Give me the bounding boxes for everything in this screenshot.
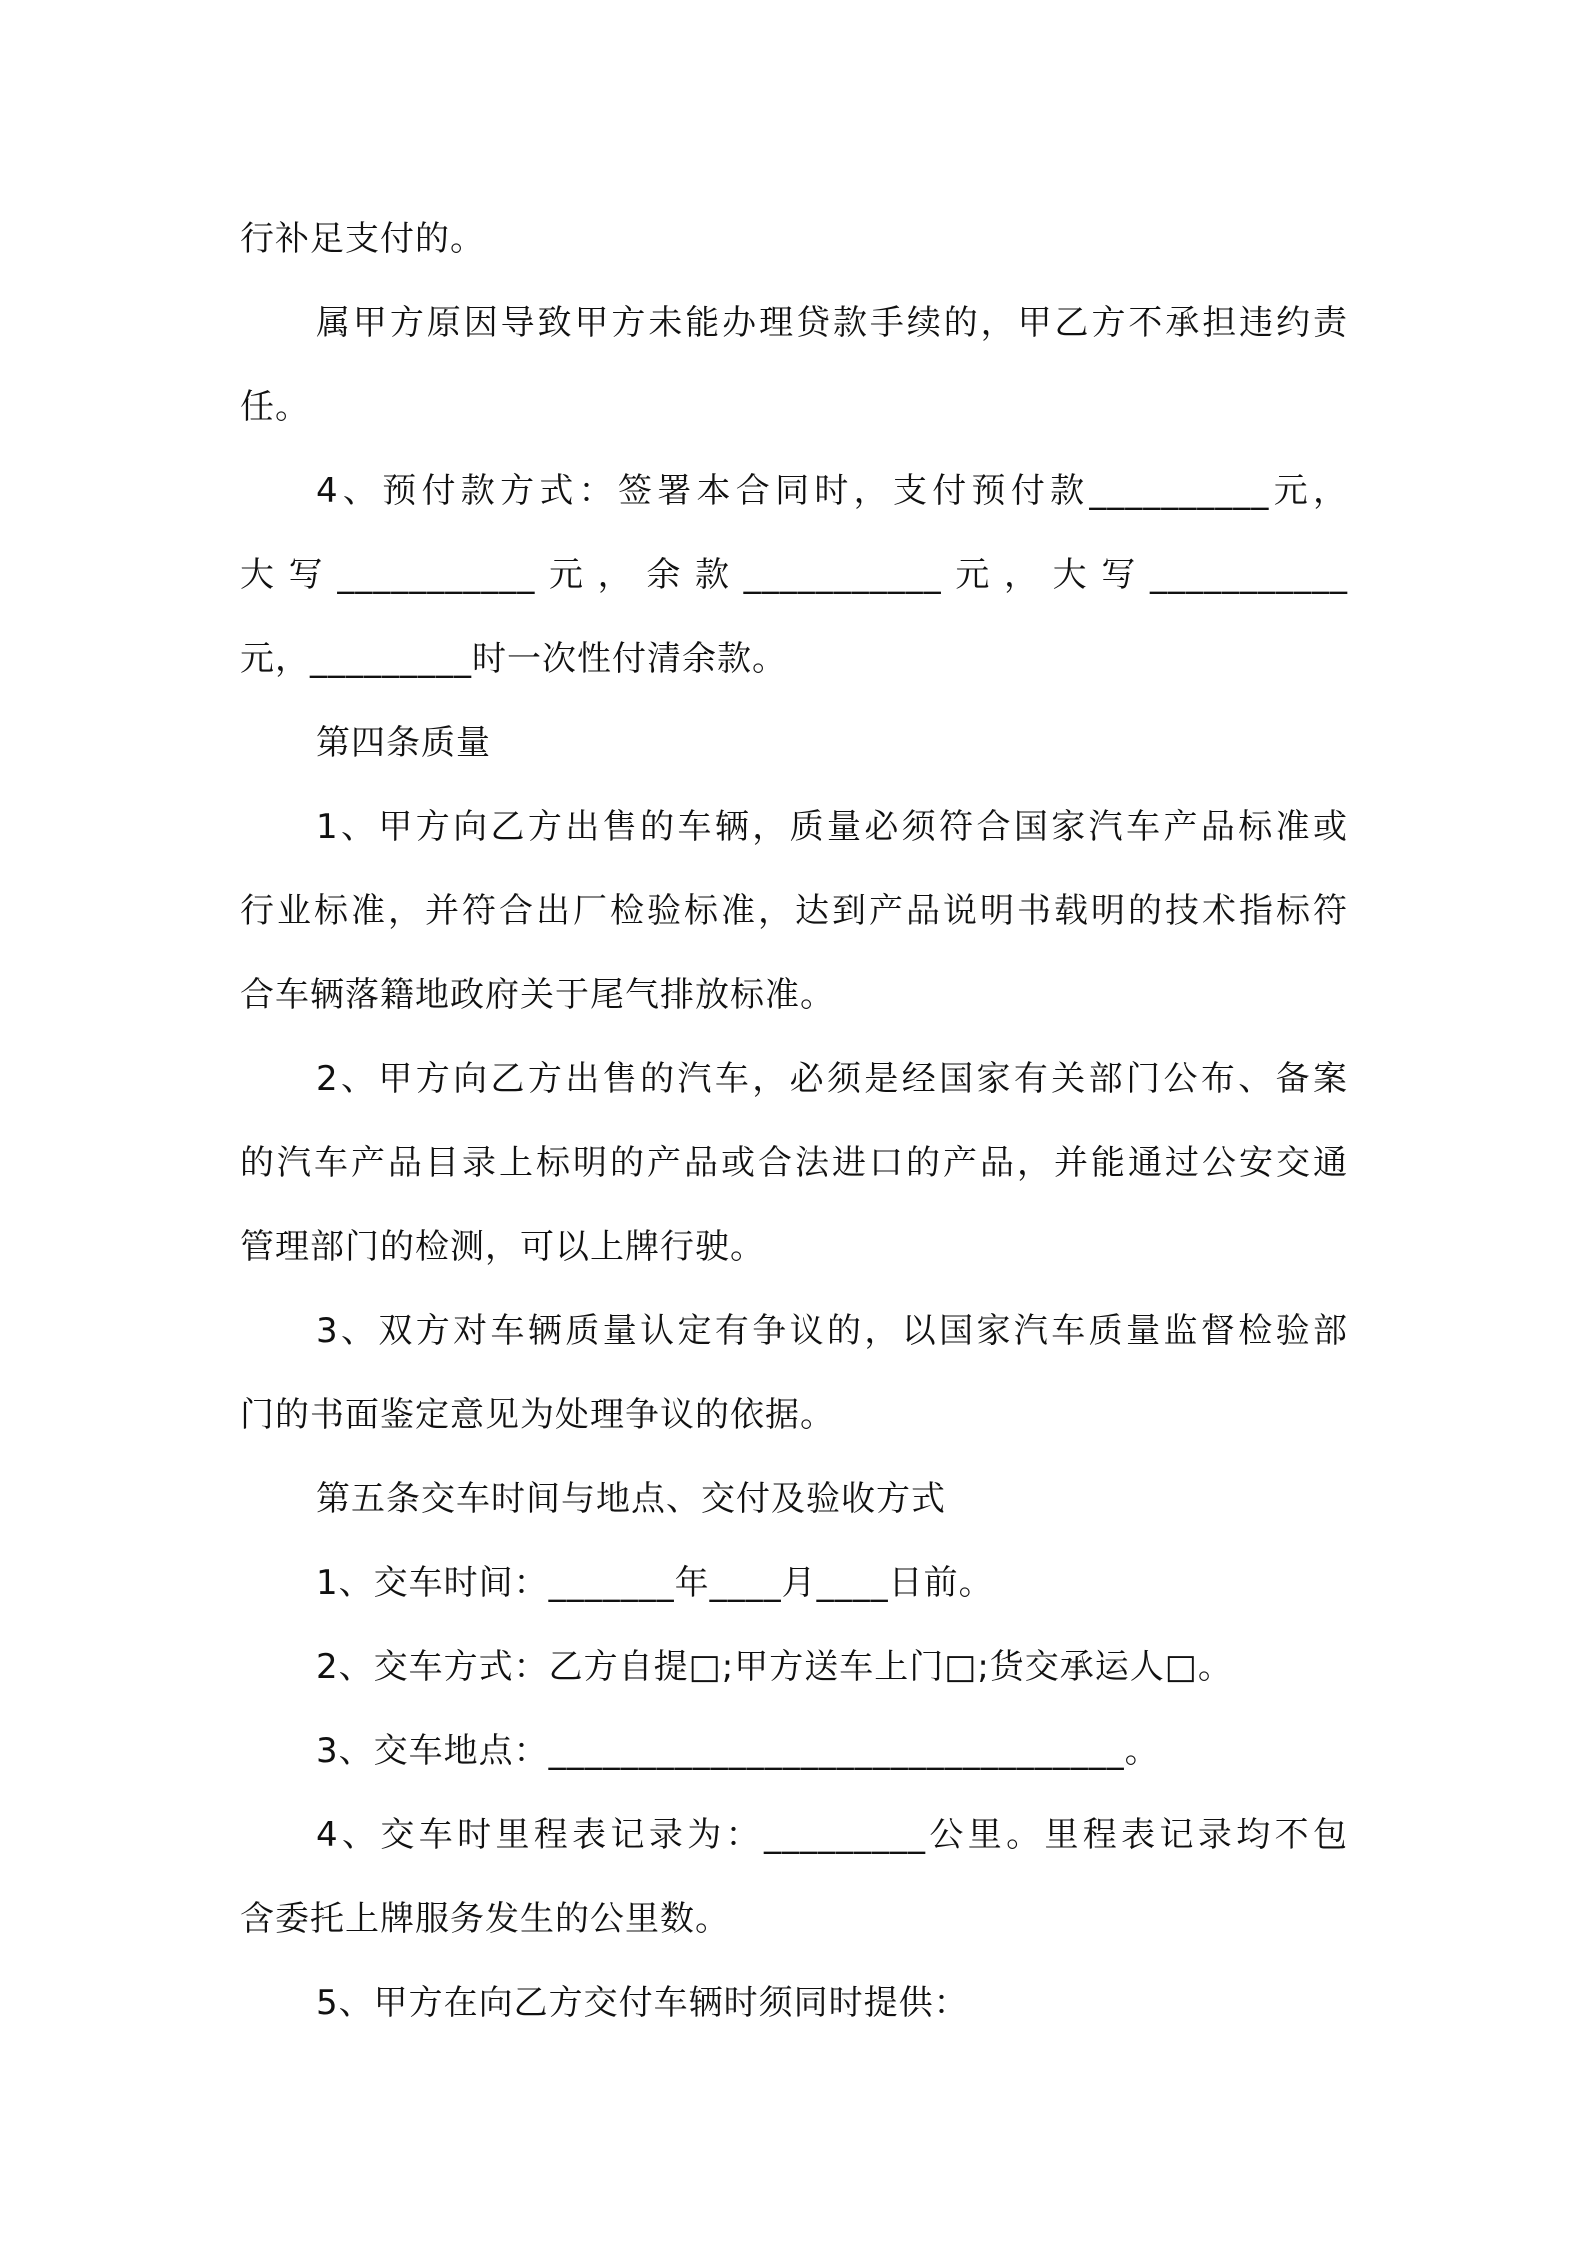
text-line: 门的书面鉴定意见为处理争议的依据。 bbox=[240, 1395, 835, 1435]
document-body bbox=[240, 197, 1348, 2045]
text-line: 管理部门的检测，可以上牌行驶。 bbox=[240, 1227, 765, 1267]
text-line: 大写___________元，余款___________元，大写___________ bbox=[240, 555, 1348, 595]
text-line: 任。 bbox=[240, 387, 310, 427]
text-line: 2、交车方式：乙方自提□;甲方送车上门□;货交承运人□。 bbox=[316, 1647, 1233, 1687]
text-line: 的汽车产品目录上标明的产品或合法进口的产品，并能通过公安交通 bbox=[240, 1143, 1348, 1183]
section-heading: 第四条质量 bbox=[316, 723, 491, 763]
text-line: 2、甲方向乙方出售的汽车，必须是经国家有关部门公布、备案 bbox=[316, 1059, 1348, 1099]
text-line: 属甲方原因导致甲方未能办理贷款手续的，甲乙方不承担违约责 bbox=[316, 303, 1348, 343]
text-line: 行业标准，并符合出厂检验标准，达到产品说明书载明的技术指标符 bbox=[240, 891, 1348, 931]
text-line: 1、甲方向乙方出售的车辆，质量必须符合国家汽车产品标准或 bbox=[316, 807, 1348, 847]
text-line: 含委托上牌服务发生的公里数。 bbox=[240, 1899, 730, 1939]
section-heading: 第五条交车时间与地点、交付及验收方式 bbox=[316, 1479, 946, 1519]
text-line: 元，_________时一次性付清余款。 bbox=[240, 639, 787, 679]
text-line: 4、交车时里程表记录为：_________公里。里程表记录均不包 bbox=[316, 1815, 1348, 1855]
text-line: 1、交车时间：_______年____月____日前。 bbox=[316, 1563, 994, 1603]
text-line: 3、双方对车辆质量认定有争议的，以国家汽车质量监督检验部 bbox=[316, 1311, 1348, 1351]
text-line: 行补足支付的。 bbox=[240, 219, 485, 259]
text-line: 3、交车地点：________________________________。 bbox=[316, 1731, 1160, 1771]
text-line: 4、预付款方式：签署本合同时，支付预付款__________元， bbox=[316, 471, 1348, 511]
text-line: 5、甲方在向乙方交付车辆时须同时提供： bbox=[316, 1983, 969, 2023]
text-line: 合车辆落籍地政府关于尾气排放标准。 bbox=[240, 975, 835, 1015]
